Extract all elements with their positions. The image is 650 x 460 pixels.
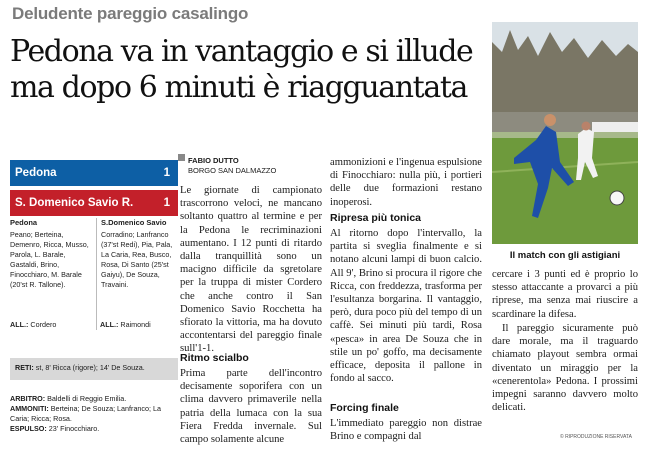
article-kicker: Deludente pareggio casalingo xyxy=(12,4,249,23)
body-paragraph-5: L'immediato pareggio non distrae Brino e compagni dal xyxy=(330,418,482,443)
referee-label: ARBITRO: xyxy=(10,394,46,403)
referee-name: Baldelli di Reggio Emilia. xyxy=(47,394,127,403)
match-officials xyxy=(10,394,178,434)
goals-box xyxy=(10,358,178,380)
bookings-label: AMMONITI: xyxy=(10,404,49,413)
bookings-text: Berteina; De Souza; Lanfranco; La Caria; Ricca; Rosa. xyxy=(10,404,162,423)
home-score-row xyxy=(10,160,178,186)
away-coach xyxy=(100,320,151,330)
goals-label: RETI: xyxy=(15,363,34,372)
home-team-name: Pedona xyxy=(15,167,57,179)
headline-line-2: ma dopo 6 minuti è riagguantata xyxy=(10,70,467,105)
body-paragraph-6: cercare i 3 punti ed è proprio lo stesso attaccante a provarci a più riprese, ma senza mai riuscire a scardinare la difesa. xyxy=(492,269,638,320)
body-paragraph-2: Prima parte dell'incontro decisamente soporifera con un clima davvero primaverile nella patria della lumaca con la sua Fiera Fredda invernale. Sul campo solamente alcune xyxy=(180,368,322,446)
byline-place: BORGO SAN DALMAZZO xyxy=(188,166,277,175)
byline-author: FABIO DUTTO xyxy=(188,156,239,165)
away-coach-name: Raimondi xyxy=(120,320,151,329)
lineups xyxy=(10,218,178,330)
body-paragraph-4: Al ritorno dopo l'intervallo, la partita si sveglia finalmente e si notano alcuni lampi di buon calcio. All 9', Brino si procura il rigore che Ricca, con freddezza, trasforma per l'esultanza borgarina. Il vantaggio, però, dura poco più del tempo di un caffè. Sei minuti più tardi, Rosa «pesca» in area De Souza che in stile un po' goffo, ma decisamente efficace, deposita il pallone in fondo al sacco. xyxy=(330,228,482,385)
subheading-forcing-finale: Forcing finale xyxy=(330,402,399,414)
sending-off-text: 23' Finocchiaro. xyxy=(48,424,100,433)
home-coach-name: Cordero xyxy=(30,320,57,329)
home-coach-label: ALL.: xyxy=(10,320,29,329)
scoreboard xyxy=(10,160,178,220)
body-paragraph-7: Il pareggio sicuramente può dare morale, ma il traguardo chiamato playout sembra ormai diventato un miraggio per la «cenerentola» Pedona. I prossimi impegni saranno davvero molto delicati. xyxy=(492,323,638,414)
referee-line xyxy=(10,394,178,404)
home-coach xyxy=(10,320,56,330)
article-headline xyxy=(10,34,482,106)
body-paragraph-3: ammonizioni e l'ingenua espulsione di Finocchiaro: nulla più, i portieri delle due formazioni restano inoperosi. xyxy=(330,157,482,208)
home-team-score: 1 xyxy=(163,167,170,179)
body-paragraph-1: Le giornate di campionato trascorrono veloci, ne mancano soltanto quattro al termine e per la Pedona le recriminazioni aumentano. I 12 punti di ritardo dalla tranquillità sono un macigno difficile da sgretolare per la truppa di mister Cordero che anche contro il San Domenico Savio Rocchetta ha sfiorato la vittoria, ma ha dovuto accontentarsi del pareggio finale sull'1-1. xyxy=(180,185,322,355)
goals-text: st, 8' Ricca (rigore); 14' De Souza. xyxy=(35,363,145,372)
away-team-name: S. Domenico Savio R. xyxy=(15,197,134,209)
sending-off-label: ESPULSO: xyxy=(10,424,47,433)
away-coach-label: ALL.: xyxy=(100,320,119,329)
away-lineup-title: S.Domenico Savio xyxy=(101,218,167,227)
home-lineup xyxy=(10,218,92,290)
copyright-notice: © RIPRODUZIONE RISERVATA xyxy=(560,434,632,440)
photo-caption: Il match con gli astigiani xyxy=(509,250,621,261)
sending-off-line xyxy=(10,424,178,434)
home-lineup-title: Pedona xyxy=(10,218,38,227)
byline xyxy=(180,156,276,176)
away-lineup-players: Corradino; Lanfranco (37'st Redi), Pia, Pala, La Caria, Rea, Busco, Rosa, Di Santo (25'st Gaiyu), De Souza, Travaini. xyxy=(101,230,173,289)
away-team-score: 1 xyxy=(163,197,170,209)
away-score-row xyxy=(10,190,178,216)
home-lineup-players: Peano; Berteina, Demenro, Ricca, Musso, Parola, L. Barale, Gastaldi, Brino, Finocchiaro, M. Barale (20'st R. Tallone). xyxy=(10,230,89,289)
subheading-ripresa: Ripresa più tonica xyxy=(330,212,422,224)
subheading-ritmo-scialbo: Ritmo scialbo xyxy=(180,352,249,364)
bookings-line xyxy=(10,404,178,424)
headline-line-1: Pedona va in vantaggio e si illude xyxy=(10,34,473,69)
match-photo xyxy=(492,22,638,244)
away-lineup xyxy=(96,218,178,330)
